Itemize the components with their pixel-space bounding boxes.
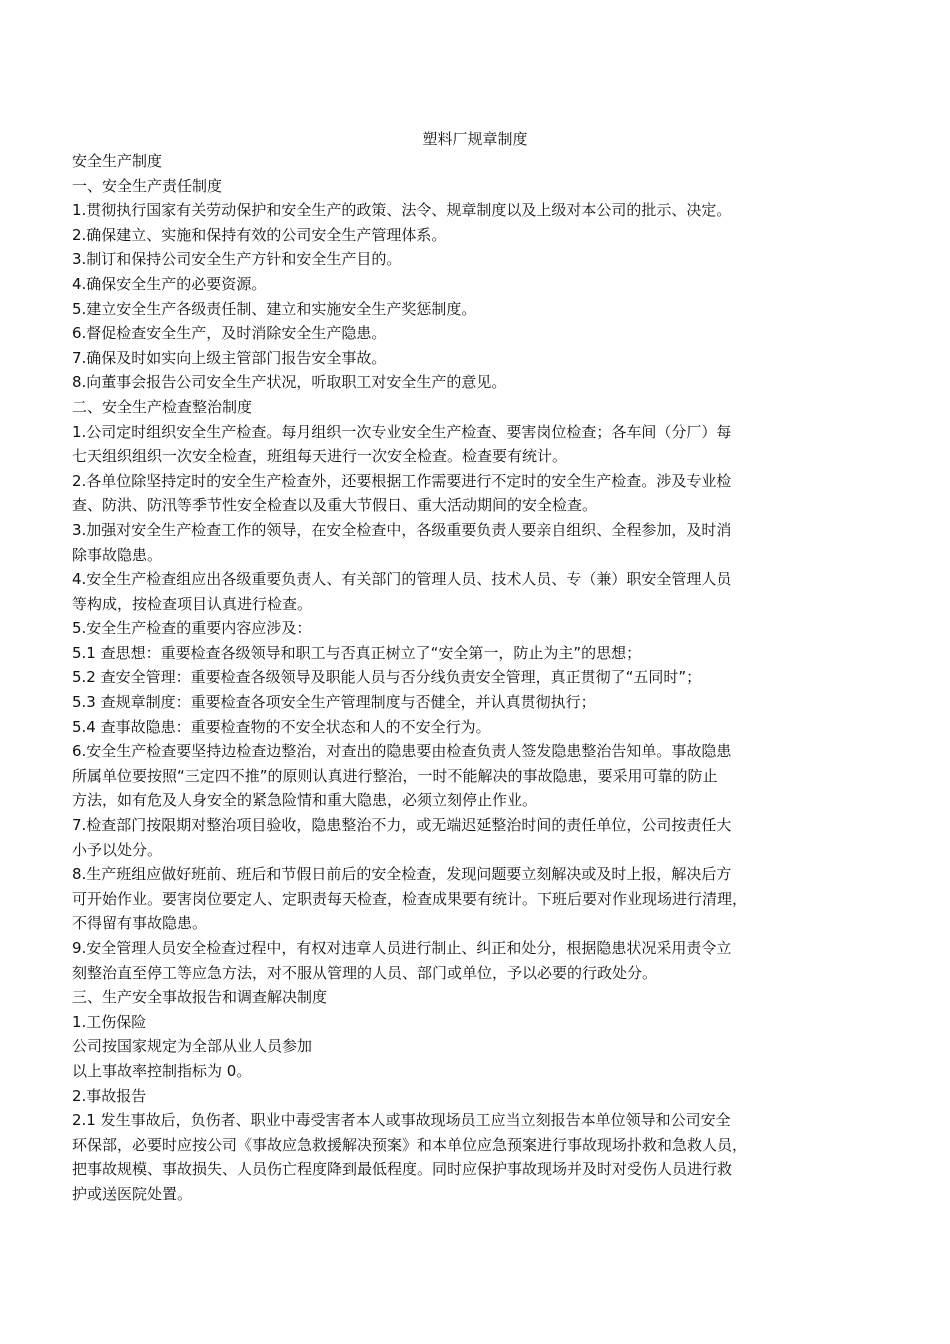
text-line: 5.建立安全生产各级责任制、建立和实施安全生产奖惩制度。 (72, 299, 477, 318)
text-line: 1.贯彻执行国家有关劳动保护和安全生产的政策、法令、规章制度以及上级对本公司的批示、决定。 (72, 201, 732, 220)
text-line: 8.生产班组应做好班前、班后和节假日前后的安全检查，发现问题要立刻解决或及时上报，解决后方 (72, 865, 732, 884)
text-line: 不得留有事故隐患。 (72, 914, 208, 933)
text-line: 2.1 发生事故后，负伤者、职业中毒受害者本人或事故现场员工应当立刻报告本单位领导和公司安全 (72, 1111, 731, 1130)
text-line: 3.制订和保持公司安全生产方针和安全生产目的。 (72, 250, 402, 269)
text-line: 安全生产制度 (72, 152, 163, 170)
text-line: 1.工伤保险 (72, 1012, 147, 1031)
text-line: 2.各单位除坚持定时的安全生产检查外，还要根据工作需要进行不定时的安全生产检查。涉及专业检 (72, 471, 732, 490)
text-line: 2.确保建立、实施和保持有效的公司安全生产管理体系。 (72, 225, 447, 244)
text-line: 刻整治直至停工等应急方法，对不服从管理的人员、部门或单位，予以必要的行政处分。 (72, 963, 658, 982)
text-line: 1.公司定时组织安全生产检查。每月组织一次专业安全生产检查、要害岗位检查；各车间（分厂）每 (72, 422, 732, 441)
text-line: 5.4 查事故隐患：重要检查物的不安全状态和人的不安全行为。 (72, 717, 491, 736)
text-line: 5.安全生产检查的重要内容应涉及： (72, 619, 312, 638)
text-line: 4.确保安全生产的必要资源。 (72, 274, 267, 293)
text-line: 7.确保及时如实向上级主管部门报告安全事故。 (72, 348, 387, 367)
text-line: 2.事故报告 (72, 1086, 147, 1105)
text-line: 3.加强对安全生产检查工作的领导，在安全检查中，各级重要负责人要亲自组织、全程参加，及时消 (72, 520, 732, 539)
text-line: 4.安全生产检查组应出各级重要负责人、有关部门的管理人员、技术人员、专（兼）职安全管理人员 (72, 570, 732, 589)
text-line: 以上事故率控制指标为 0。 (72, 1061, 252, 1080)
document-title: 塑料厂规章制度 (422, 130, 528, 148)
text-line: 除事故隐患。 (72, 545, 163, 564)
document-body (72, 149, 822, 1207)
text-line: 可开始作业。要害岗位要定人、定职责每天检查，检查成果要有统计。下班后要对作业现场进行清理， (72, 889, 748, 908)
text-line: 所属单位要按照“三定四不推”的原则认真进行整治，一时不能解决的事故隐患，要采用可靠的防止 (72, 766, 718, 785)
text-line: 6.安全生产检查要坚持边检查边整治，对查出的隐患要由检查负责人签发隐患整治告知单。事故隐患 (72, 742, 732, 761)
text-line: 9.安全管理人员安全检查过程中，有权对违章人员进行制止、纠正和处分，根据隐患状况采用责令立 (72, 939, 732, 957)
text-line: 小予以处分。 (72, 840, 163, 859)
text-line: 查、防洪、防汛等季节性安全检查以及重大节假日、重大活动期间的安全检查。 (72, 496, 598, 515)
text-line: 8.向董事会报告公司安全生产状况，听取职工对安全生产的意见。 (72, 373, 507, 392)
text-line: 把事故规模、事故损失、人员伤亡程度降到最低程度。同时应保护事故现场并及时对受伤人员进行救 (72, 1160, 733, 1179)
text-line: 5.3 查规章制度：重要检查各项安全生产管理制度与否健全，并认真贯彻执行； (72, 693, 596, 712)
text-line: 6.督促检查安全生产，及时消除安全生产隐患。 (72, 324, 387, 343)
text-line: 一、安全生产责任制度 (72, 176, 223, 195)
text-line: 公司按国家规定为全部从业人员参加 (72, 1037, 313, 1056)
text-line: 护或送医院处置。 (72, 1184, 193, 1203)
text-line: 等构成，按检查项目认真进行检查。 (72, 594, 313, 613)
text-line: 三、生产安全事故报告和调查解决制度 (72, 988, 328, 1007)
text-line: 5.2 查安全管理：重要检查各级领导及职能人员与否分线负责安全管理，真正贯彻了“五同时”； (72, 668, 702, 687)
text-line: 5.1 查思想：重要检查各级领导和职工与否真正树立了“安全第一，防止为主”的思想； (72, 643, 642, 662)
text-line: 七天组织组织一次安全检查，班组每天进行一次安全检查。检查要有统计。 (72, 447, 568, 466)
text-line: 环保部，必要时应按公司《事故应急救援解决预案》和本单位应急预案进行事故现场扑救和急救人员， (72, 1135, 748, 1154)
text-line: 7.检查部门按限期对整治项目验收，隐患整治不力，或无端迟延整治时间的责任单位，公司按责任大 (72, 816, 732, 835)
text-line: 方法，如有危及人身安全的紧急险情和重大隐患，必须立刻停止作业。 (72, 791, 538, 810)
text-line: 二、安全生产检查整治制度 (72, 397, 253, 416)
